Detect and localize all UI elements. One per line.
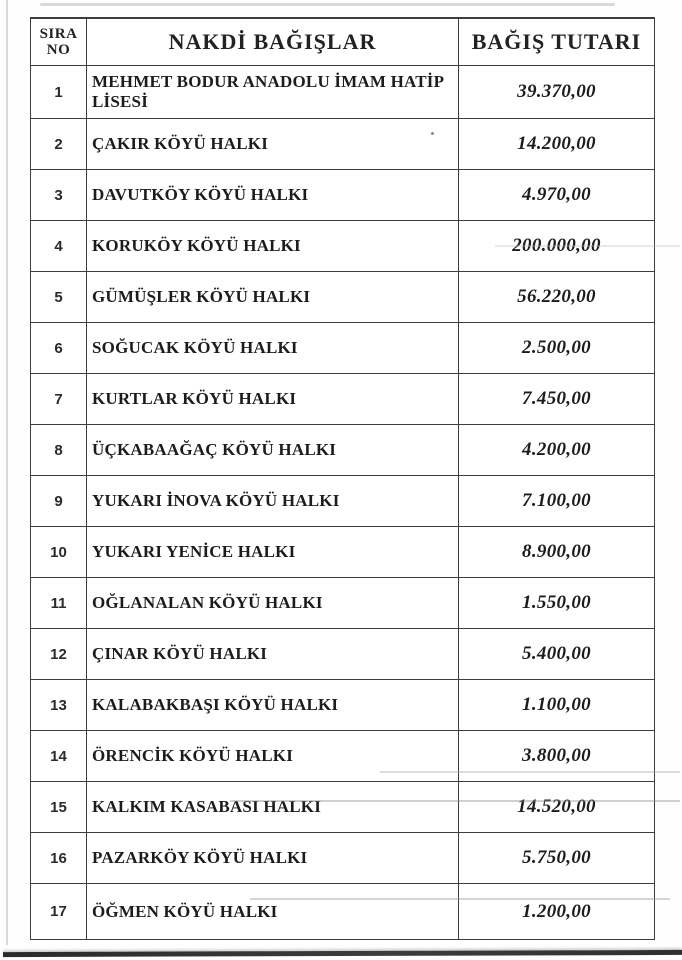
table-row: [31, 119, 655, 170]
donor-name: ÜÇKABAAĞAÇ KÖYÜ HALKI: [87, 425, 459, 476]
table-row: [31, 884, 655, 940]
donor-name: YUKARI YENİCE HALKI: [87, 527, 459, 578]
table-row: [31, 527, 655, 578]
table-body: [31, 66, 655, 940]
table-row: [31, 476, 655, 527]
donation-amount: 2.500,00: [459, 323, 655, 374]
table-row: [31, 578, 655, 629]
donor-name: ÇINAR KÖYÜ HALKI: [87, 629, 459, 680]
donation-amount: 39.370,00: [459, 66, 655, 119]
header-sira-no: SIRA NO: [31, 18, 87, 66]
donor-name: GÜMÜŞLER KÖYÜ HALKI: [87, 272, 459, 323]
row-number: 11: [31, 578, 87, 629]
donation-amount: 1.100,00: [459, 680, 655, 731]
table-row: [31, 66, 655, 119]
table-row: [31, 629, 655, 680]
donation-amount: 5.750,00: [459, 833, 655, 884]
header-bagis-tutari: BAĞIŞ TUTARI: [459, 18, 655, 66]
row-number: 9: [31, 476, 87, 527]
donor-name: KURTLAR KÖYÜ HALKI: [87, 374, 459, 425]
donations-table: [30, 17, 655, 940]
donor-name: KALKIM KASABASI HALKI: [87, 782, 459, 833]
table-row: [31, 425, 655, 476]
row-number: 5: [31, 272, 87, 323]
donor-name: ÇAKIR KÖYÜ HALKI: [87, 119, 459, 170]
donation-amount: 5.400,00: [459, 629, 655, 680]
table-row: [31, 731, 655, 782]
donation-amount: 8.900,00: [459, 527, 655, 578]
table-header: [31, 18, 655, 66]
donor-name: PAZARKÖY KÖYÜ HALKI: [87, 833, 459, 884]
row-number: 7: [31, 374, 87, 425]
scan-page-edge-line: [6, 0, 8, 945]
donation-amount: 4.200,00: [459, 425, 655, 476]
header-nakdi-bagislar: NAKDİ BAĞIŞLAR: [87, 18, 459, 66]
row-number: 10: [31, 527, 87, 578]
donor-name: OĞLANALAN KÖYÜ HALKI: [87, 578, 459, 629]
row-number: 15: [31, 782, 87, 833]
donor-name: YUKARI İNOVA KÖYÜ HALKI: [87, 476, 459, 527]
donor-name: MEHMET BODUR ANADOLU İMAM HATİP LİSESİ: [87, 66, 459, 119]
donor-name: KORUKÖY KÖYÜ HALKI: [87, 221, 459, 272]
table-row: [31, 833, 655, 884]
row-number: 4: [31, 221, 87, 272]
row-number: 17: [31, 884, 87, 940]
donation-amount: 7.450,00: [459, 374, 655, 425]
donation-amount: 200.000,00: [459, 221, 655, 272]
row-number: 8: [31, 425, 87, 476]
donation-amount: 3.800,00: [459, 731, 655, 782]
row-number: 16: [31, 833, 87, 884]
donation-amount: 1.550,00: [459, 578, 655, 629]
row-number: 6: [31, 323, 87, 374]
table-row: [31, 374, 655, 425]
scan-streak-top: [40, 3, 615, 6]
table-row: [31, 170, 655, 221]
scan-bottom-bar: [3, 950, 682, 957]
donation-amount: 4.970,00: [459, 170, 655, 221]
table-row: [31, 782, 655, 833]
table-row: [31, 272, 655, 323]
row-number: 3: [31, 170, 87, 221]
donor-name: DAVUTKÖY KÖYÜ HALKI: [87, 170, 459, 221]
row-number: 14: [31, 731, 87, 782]
donor-name: ÖRENCİK KÖYÜ HALKI: [87, 731, 459, 782]
row-number: 13: [31, 680, 87, 731]
donation-amount: 14.200,00: [459, 119, 655, 170]
donation-amount: 14.520,00: [459, 782, 655, 833]
row-number: 1: [31, 66, 87, 119]
table-row: [31, 221, 655, 272]
donation-amount: 7.100,00: [459, 476, 655, 527]
donor-name: KALABAKBAŞI KÖYÜ HALKI: [87, 680, 459, 731]
donor-name: ÖĞMEN KÖYÜ HALKI: [87, 884, 459, 940]
row-number: 12: [31, 629, 87, 680]
table-row: [31, 680, 655, 731]
donor-name: SOĞUCAK KÖYÜ HALKI: [87, 323, 459, 374]
table-row: [31, 323, 655, 374]
donation-amount: 56.220,00: [459, 272, 655, 323]
donation-amount: 1.200,00: [459, 884, 655, 940]
row-number: 2: [31, 119, 87, 170]
